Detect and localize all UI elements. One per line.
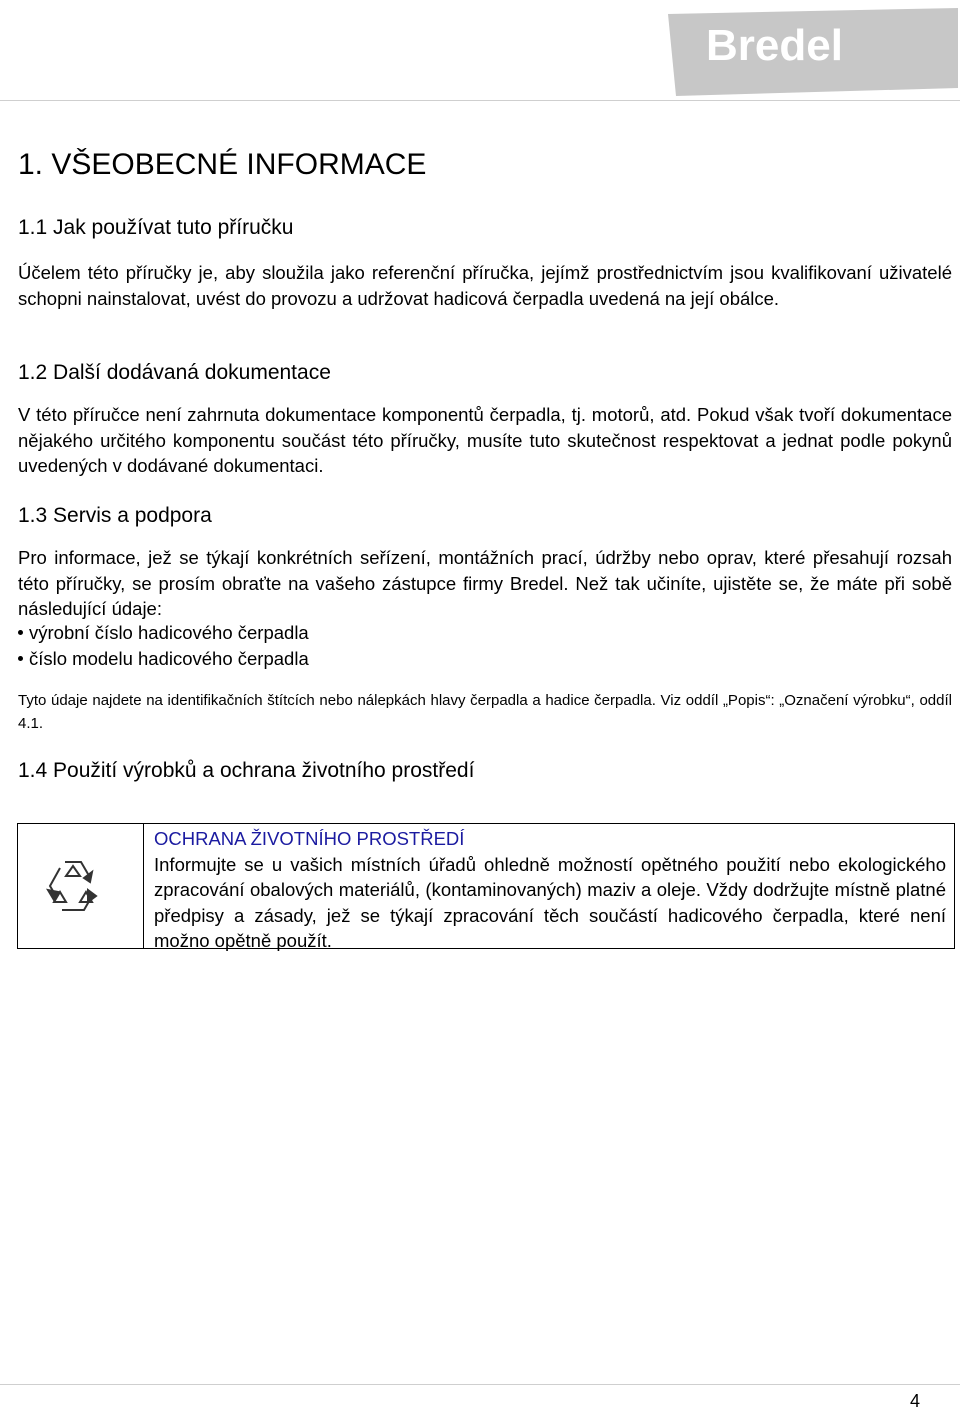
recycle-icon [40,854,106,920]
bullet-icon [18,630,23,635]
page-number: 4 [909,1391,920,1411]
environment-notice-title: OCHRANA ŽIVOTNÍHO PROSTŘEDÍ [154,828,465,849]
paragraph-1-1: Účelem této příručky je, aby sloužila jako referenční příručka, jejímž prostřednictvím jsou kvalifikovaní uživatelé schopni nainstalovat, uvést do provozu a udržovat hadicová čerpadla uvedená na její obálce. [18,262,952,309]
heading-1-2: 1.2 Další dodávaná dokumentace [18,361,331,384]
bredel-logo [668,8,958,96]
list-item: výrobní číslo hadicového čerpadla [18,620,309,646]
note-paragraph: Tyto údaje najdete na identifikačních štítcích nebo nálepkách hlavy čerpadla a hadice čerpadla. Viz oddíl „Popis“: „Označení výrobku“, oddíl 4.1. [18,692,952,732]
environment-notice-box [17,823,955,949]
paragraph-1-3: Pro informace, jež se týkají konkrétních seřízení, montážních prací, údržby nebo oprav, které přesahují rozsah této příručky, se prosím obraťte na vašeho zástupce firmy Bredel. Než tak učiníte, ujistěte se, že máte při sobě následující údaje: [18,547,952,619]
logo-text: Bredel [706,21,843,70]
environment-notice-text [154,826,946,954]
bullet-icon [18,656,23,661]
paragraph-1-2: V této příručce není zahrnuta dokumentace komponentů čerpadla, tj. motorů, atd. Pokud však tvoří dokumentace nějakého určitého komponentu součást této příručky, musíte tuto skutečnost respektovat a jednat podle pokynů uvedených v dodávané dokumentaci. [18,404,952,476]
list-item: číslo modelu hadicového čerpadla [18,646,309,672]
section-title: 1. VŠEOBECNÉ INFORMACE [18,148,427,181]
required-info-list [18,620,309,671]
footer-rule [0,1384,960,1385]
header-rule [0,100,960,101]
box-divider [143,824,144,948]
heading-1-4: 1.4 Použití výrobků a ochrana životního prostředí [18,759,475,782]
heading-1-3: 1.3 Servis a podpora [18,504,212,527]
environment-notice-body: Informujte se u vašich místních úřadů ohledně možností opětného použití nebo ekologického zpracování obalových materiálů, (kontaminovaných) maziv a oleje. Vždy dodržujte místně platné předpisy a zásady, jež se týkají zpracování těch součástí hadicového čerpadla, které není možno opětně použít. [154,853,946,951]
heading-1-1: 1.1 Jak používat tuto příručku [18,216,294,239]
